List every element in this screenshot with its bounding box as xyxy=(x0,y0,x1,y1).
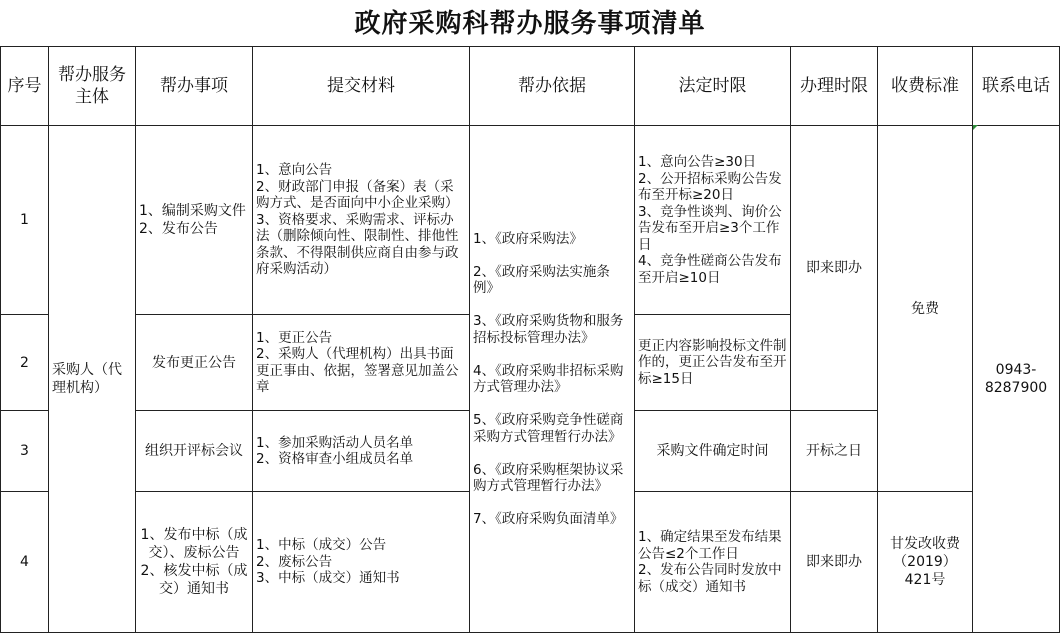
header-materials-text: 提交材料 xyxy=(327,76,395,96)
header-matter xyxy=(136,46,253,126)
phone-text: 0943-8287900 xyxy=(984,362,1048,396)
row-3-no xyxy=(0,411,49,492)
row-4-matter xyxy=(136,492,253,633)
row-1-materials xyxy=(253,126,470,315)
fee-doc-text: 甘发改收费（2019）421号 xyxy=(890,536,960,588)
header-seq xyxy=(0,46,49,126)
phone-cell xyxy=(973,126,1060,633)
subject-text: 采购人（代理机构） xyxy=(52,362,122,396)
process-limit-3-text: 开标之日 xyxy=(806,443,862,459)
fee-free xyxy=(878,126,973,492)
row-1-materials-text: 1、意向公告 2、财政部门申报（备案）表（采购方式、是否面向中小企业采购） 3、资格要求、采购需求、评标办法（删除倾向性、限制性、排他性条款、不得限制供应商自由参与政府采购活动） xyxy=(256,162,459,278)
header-process-limit-text: 办理时限 xyxy=(800,76,868,96)
row-4-no-text: 4 xyxy=(20,554,29,570)
row-4-no xyxy=(0,492,49,633)
fee-doc xyxy=(878,492,973,633)
row-1-matter xyxy=(136,126,253,315)
header-subject-text: 帮办服务主体 xyxy=(58,65,126,107)
header-fee xyxy=(878,46,973,126)
row-2-no xyxy=(0,315,49,411)
row-4-matter-text: 1、发布中标（成交）、废标公告 2、核发中标（成交）通知书 xyxy=(140,527,248,597)
row-3-matter-text: 组织开评标会议 xyxy=(145,443,243,459)
row-1-legal-limit-text: 1、意向公告≥30日 2、公开招标采购公告发布至开标≥20日 3、竞争性谈判、询价公告发布至开启≥3个工作日 4、竞争性磋商公告发布至开启≥10日 xyxy=(638,154,782,286)
row-3-no-text: 3 xyxy=(20,443,29,459)
row-2-materials-text: 1、更正公告 2、采购人（代理机构）出具书面更正事由、依据，签署意见加盖公章 xyxy=(256,329,459,395)
header-phone xyxy=(973,46,1060,126)
header-subject xyxy=(49,46,136,126)
header-process-limit xyxy=(791,46,878,126)
header-materials xyxy=(253,46,470,126)
row-4-materials-text: 1、中标（成交）公告 2、废标公告 3、中标（成交）通知书 xyxy=(256,537,400,587)
row-1-no xyxy=(0,126,49,315)
process-limit-1 xyxy=(791,126,878,411)
row-1-legal-limit xyxy=(635,126,791,315)
row-3-materials xyxy=(253,411,470,492)
process-limit-4 xyxy=(791,492,878,633)
header-basis xyxy=(470,46,635,126)
header-phone-text: 联系电话 xyxy=(982,76,1050,96)
row-3-matter xyxy=(136,411,253,492)
row-3-legal-limit xyxy=(635,411,791,492)
row-2-legal-limit-text: 更正内容影响投标文件制作的，更正公告发布至开标≥15日 xyxy=(638,337,787,387)
row-3-materials-text: 1、参加采购活动人员名单 2、资格审查小组成员名单 xyxy=(256,434,414,467)
header-matter-text: 帮办事项 xyxy=(160,76,228,96)
process-limit-3 xyxy=(791,411,878,492)
cell-comment-marker xyxy=(973,125,978,130)
header-legal-limit-text: 法定时限 xyxy=(678,76,747,96)
page-title: 政府采购科帮办服务事项清单 xyxy=(354,9,706,39)
header-basis-text: 帮办依据 xyxy=(518,76,586,96)
row-3-legal-limit-text: 采购文件确定时间 xyxy=(656,443,769,459)
header-legal-limit xyxy=(635,46,791,126)
row-2-matter-text: 发布更正公告 xyxy=(152,354,236,371)
row-2-materials xyxy=(253,315,470,411)
process-limit-1-text: 即来即办 xyxy=(806,260,862,276)
row-2-matter xyxy=(136,315,253,411)
subject-cell xyxy=(49,126,136,633)
row-4-legal-limit-text: 1、确定结果至发布结果公告≤2个工作日 2、发布公告同时发放中标（成交）通知书 xyxy=(638,529,782,595)
row-4-materials xyxy=(253,492,470,633)
process-limit-4-text: 即来即办 xyxy=(806,554,862,570)
row-4-legal-limit xyxy=(635,492,791,633)
row-2-legal-limit xyxy=(635,315,791,411)
row-1-no-text: 1 xyxy=(20,212,29,228)
basis-text: 1、《政府采购法》 2、《政府采购法实施条例》 3、《政府采购货物和服务招标投标管理办法》 4、《政府采购非招标采购方式管理办法》 5、《政府采购竞争性磋商采购方式管理暂行办法》 6、《政府采购框架协议采购方式管理暂行办法》 7、《政府采购负面清单》 xyxy=(473,230,624,527)
header-fee-text: 收费标准 xyxy=(891,76,959,96)
header-seq-text: 序号 xyxy=(7,76,42,96)
fee-free-text: 免费 xyxy=(911,300,939,317)
row-1-matter-text: 1、编制采购文件 2、发布公告 xyxy=(139,203,246,237)
basis-cell xyxy=(470,126,635,633)
row-2-no-text: 2 xyxy=(20,354,29,371)
